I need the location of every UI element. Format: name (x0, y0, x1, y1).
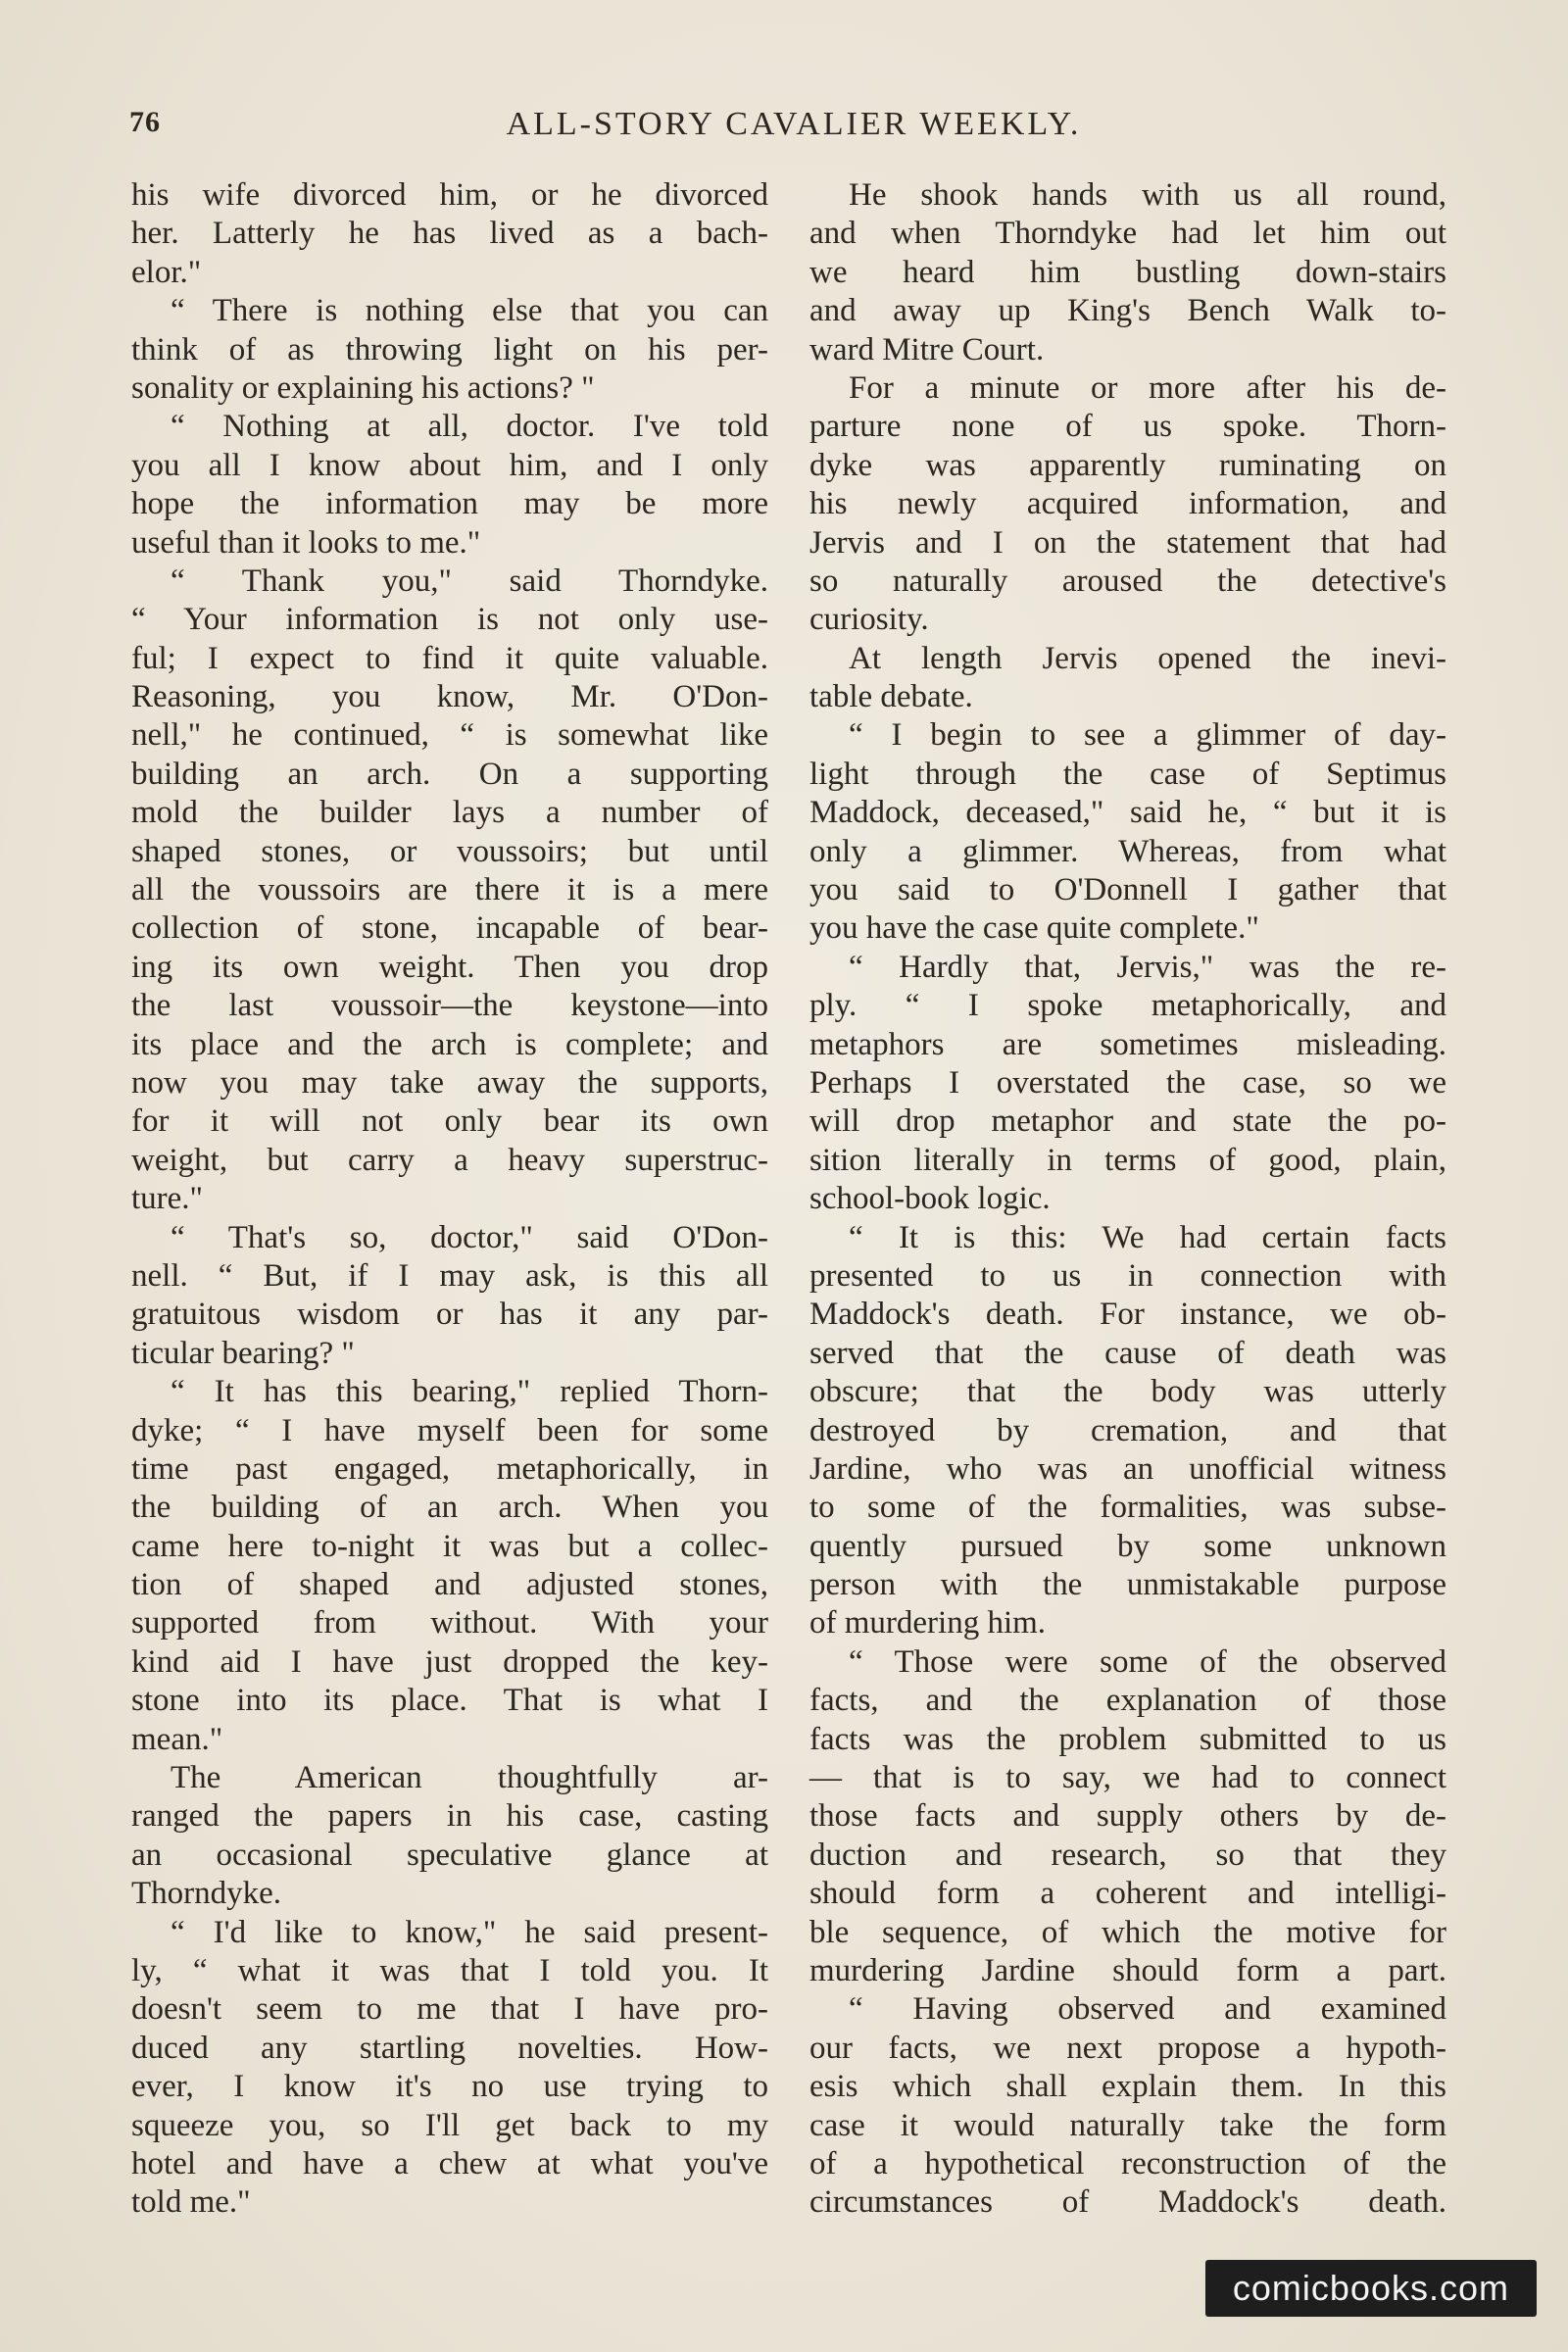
text-line: “ That's so, doctor," said O'Don- (171, 1219, 768, 1255)
text-line: shaped stones, or voussoirs; but until (131, 833, 768, 869)
text-line: “ It is this: We had certain facts (849, 1219, 1446, 1255)
text-line: At length Jervis opened the inevi- (849, 640, 1446, 676)
text-line: ranged the papers in his case, casting (131, 1798, 768, 1835)
text-line: elor." (131, 254, 202, 290)
text-line: building an arch. On a supporting (131, 756, 768, 792)
text-line: “ Nothing at all, doctor. I've told (171, 409, 768, 445)
text-line: table debate. (809, 679, 973, 715)
text-line: — that is to say, we had to connect (809, 1760, 1446, 1796)
text-line: ever, I know it's no use trying to (131, 2069, 768, 2105)
text-line: and away up King's Bench Walk to- (809, 293, 1446, 329)
text-line: the last voussoir—the keystone—into (131, 988, 768, 1024)
text-line: He shook hands with us all round, (849, 177, 1446, 213)
text-line: stone into its place. That is what I (131, 1683, 768, 1719)
text-line: facts was the problem submitted to us (809, 1721, 1446, 1757)
text-line: sonality or explaining his actions? " (131, 369, 595, 406)
text-line: time past engaged, metaphorically, in (131, 1450, 768, 1487)
text-line: collection of stone, incapable of bear- (131, 910, 768, 947)
text-line: Perhaps I overstated the case, so we (809, 1064, 1446, 1101)
text-line: squeeze you, so I'll get back to my (131, 2107, 768, 2143)
text-line: “ Your information is not only use- (131, 602, 768, 638)
text-line: we heard him bustling down-stairs (809, 254, 1446, 290)
text-line: Maddock's death. For instance, we ob- (809, 1297, 1446, 1333)
text-line: hope the information may be more (131, 486, 768, 522)
text-line: “ Having observed and examined (849, 1991, 1446, 2028)
text-line: ful; I expect to find it quite valuable. (131, 640, 768, 676)
text-line: The American thoughtfully ar- (171, 1760, 768, 1796)
text-line: his newly acquired information, and (809, 486, 1446, 522)
left-text-column (131, 176, 768, 2223)
text-line: you said to O'Donnell I gather that (809, 872, 1446, 908)
text-line: curiosity. (809, 602, 929, 638)
page-header (129, 106, 1458, 155)
text-line: facts, and the explanation of those (809, 1683, 1446, 1719)
text-line: weight, but carry a heavy superstruc- (131, 1142, 768, 1178)
text-line: her. Latterly he has lived as a bach- (131, 216, 768, 252)
text-line: ble sequence, of which the motive for (809, 1914, 1446, 1950)
text-line: his wife divorced him, or he divorced (131, 177, 768, 213)
text-line: served that the cause of death was (809, 1335, 1446, 1371)
text-line: sition literally in terms of good, plain, (809, 1142, 1446, 1178)
running-title: ALL-STORY CAVALIER WEEKLY. (506, 106, 1082, 142)
page-number: 76 (129, 106, 161, 138)
text-line: of a hypothetical reconstruction of the (809, 2145, 1446, 2181)
text-line: you all I know about him, and I only (131, 447, 768, 483)
text-line: ture." (131, 1181, 204, 1217)
text-line: our facts, we next propose a hypoth- (809, 2030, 1446, 2066)
text-line: kind aid I have just dropped the key- (131, 1643, 768, 1680)
text-line: mold the builder lays a number of (131, 795, 768, 831)
text-line: duced any startling novelties. How- (131, 2030, 768, 2066)
text-line: came here to-night it was but a collec- (131, 1528, 768, 1564)
text-line: school-book logic. (809, 1181, 1051, 1217)
text-line: Jardine, who was an unofficial witness (809, 1450, 1446, 1487)
text-line: ply. “ I spoke metaphorically, and (809, 988, 1446, 1024)
text-line: “ I'd like to know," he said present- (171, 1914, 768, 1950)
text-line: so naturally aroused the detective's (809, 563, 1446, 599)
text-line: of murdering him. (809, 1605, 1047, 1642)
text-line: its place and the arch is complete; and (131, 1026, 768, 1062)
text-line: dyke was apparently ruminating on (809, 447, 1446, 483)
text-line: and when Thorndyke had let him out (809, 216, 1446, 252)
text-line: murdering Jardine should form a part. (809, 1952, 1446, 1988)
text-line: ward Mitre Court. (809, 331, 1045, 368)
text-line: “ I begin to see a glimmer of day- (849, 717, 1446, 754)
text-line: now you may take away the supports, (131, 1064, 768, 1101)
text-line: will drop metaphor and state the po- (809, 1103, 1446, 1140)
text-line: Jervis and I on the statement that had (809, 524, 1446, 561)
text-line: presented to us in connection with (809, 1257, 1446, 1294)
text-line: case it would naturally take the form (809, 2107, 1446, 2143)
text-line: think of as throwing light on his per- (131, 331, 768, 368)
text-line: esis which shall explain them. In this (809, 2069, 1446, 2105)
text-line: all the voussoirs are there it is a mere (131, 872, 768, 908)
text-line: useful than it looks to me." (131, 524, 481, 561)
right-text-column (809, 176, 1446, 2223)
text-line: destroyed by cremation, and that (809, 1412, 1446, 1448)
text-line: Reasoning, you know, Mr. O'Don- (131, 679, 768, 715)
text-line: “ Hardly that, Jervis," was the re- (849, 949, 1446, 985)
text-line: should form a coherent and intelligi- (809, 1876, 1446, 1912)
text-line: ticular bearing? " (131, 1335, 355, 1371)
text-line: parture none of us spoke. Thorn- (809, 409, 1446, 445)
text-line: to some of the formalities, was subse- (809, 1490, 1446, 1526)
text-line: metaphors are sometimes misleading. (809, 1026, 1446, 1062)
text-line: “ It has this bearing," replied Thorn- (171, 1374, 768, 1410)
text-line: nell. “ But, if I may ask, is this all (131, 1257, 768, 1294)
text-line: quently pursued by some unknown (809, 1528, 1446, 1564)
text-line: For a minute or more after his de- (849, 369, 1446, 406)
text-line: “ Those were some of the observed (849, 1643, 1446, 1680)
text-line: told me." (131, 2184, 251, 2221)
text-line: an occasional speculative glance at (131, 1837, 768, 1873)
text-line: mean." (131, 1721, 223, 1757)
text-line: hotel and have a chew at what you've (131, 2145, 768, 2181)
text-line: circumstances of Maddock's death. (809, 2184, 1446, 2221)
text-line: those facts and supply others by de- (809, 1798, 1446, 1835)
text-line: for it will not only bear its own (131, 1103, 768, 1140)
text-line: light through the case of Septimus (809, 756, 1446, 792)
text-line: ing its own weight. Then you drop (131, 949, 768, 985)
text-line: the building of an arch. When you (131, 1490, 768, 1526)
text-line: doesn't seem to me that I have pro- (131, 1991, 768, 2028)
text-line: person with the unmistakable purpose (809, 1567, 1446, 1603)
text-line: supported from without. With your (131, 1605, 768, 1642)
text-line: “ There is nothing else that you can (171, 293, 768, 329)
site-watermark: comicbooks.com (1205, 2260, 1537, 2317)
text-line: gratuitous wisdom or has it any par- (131, 1297, 768, 1333)
text-line: only a glimmer. Whereas, from what (809, 833, 1446, 869)
text-line: nell," he continued, “ is somewhat like (131, 717, 768, 754)
text-line: you have the case quite complete." (809, 910, 1259, 947)
text-line: tion of shaped and adjusted stones, (131, 1567, 768, 1603)
text-line: Thorndyke. (131, 1876, 282, 1912)
text-line: “ Thank you," said Thorndyke. (171, 563, 768, 599)
text-line: Maddock, deceased," said he, “ but it is (809, 795, 1446, 831)
text-line: duction and research, so that they (809, 1837, 1446, 1873)
text-line: ly, “ what it was that I told you. It (131, 1952, 768, 1988)
text-line: dyke; “ I have myself been for some (131, 1412, 768, 1448)
text-line: obscure; that the body was utterly (809, 1374, 1446, 1410)
